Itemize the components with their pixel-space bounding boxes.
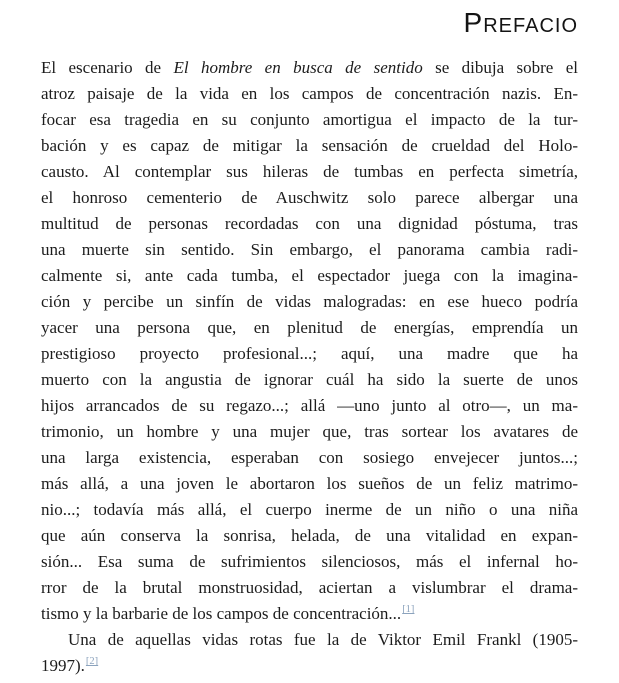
text-line: causto. Al contemplar sus hileras de tumbas en perfecta simetría,	[41, 162, 578, 181]
text-line: sión... Esa suma de sufrimientos silenciosos, más el infernal ho-	[41, 552, 578, 571]
text-line: calmente si, ante cada tumba, el espectador juega con la imagina-	[41, 266, 578, 285]
page-content	[41, 8, 578, 679]
text-line: ción y percibe un sinfín de vidas malogradas: en ese hueco podría	[41, 292, 578, 311]
footnote-superscript	[402, 604, 414, 615]
text-segment: 1997).	[41, 656, 85, 675]
text-line: Una de aquellas vidas rotas fue la de Viktor Emil Frankl (1905-	[68, 630, 578, 649]
text-segment: se dibuja sobre el	[422, 58, 578, 77]
text-line: rror de la brutal monstruosidad, aciertan a vislumbrar el drama-	[41, 578, 578, 597]
page-title: Prefacio	[463, 7, 578, 38]
footnote-ref-1[interactable]: [1]	[402, 604, 415, 616]
text-line: una muerte sin sentido. Sin embargo, el panorama cambia radi-	[41, 240, 578, 259]
text-line: atroz paisaje de la vida en los campos de concentración nazis. En-	[41, 84, 578, 103]
text-line: que aún conserva la sonrisa, helada, de una vitalidad en expan-	[41, 526, 578, 545]
text-line: hijos arrancados de su regazo...; allá —uno junto al otro—, un ma-	[41, 396, 578, 415]
text-line: prestigioso proyecto profesional...; aquí, una madre que ha	[41, 344, 578, 363]
text-line	[41, 601, 578, 627]
text-line: trimonio, un hombre y una mujer que, tras sortear los avatares de	[41, 422, 578, 441]
book-title-italic: El hombre en busca de sentido	[173, 58, 423, 77]
footnote-ref-2[interactable]: [2]	[85, 656, 99, 668]
text-line: el honroso cementerio de Auschwitz solo parece albergar una	[41, 188, 578, 207]
text-line: nio...; todavía más allá, el cuerpo inerme de un niño o una niña	[41, 500, 578, 519]
text-line: una larga existencia, esperaban con sosiego envejecer juntos...;	[41, 448, 578, 467]
text-line	[41, 55, 578, 81]
text-line: bación y es capaz de mitigar la sensación de crueldad del Holo-	[41, 136, 578, 155]
body-text	[41, 55, 578, 679]
text-line	[41, 653, 578, 679]
text-line: multitud de personas recordadas con una dignidad póstuma, tras	[41, 214, 578, 233]
text-line: focar esa tragedia en su conjunto amortigua el impacto de la tur-	[41, 110, 578, 129]
text-line: muerto con la angustia de ignorar cuál ha sido la suerte de unos	[41, 370, 578, 389]
footnote-superscript	[86, 656, 98, 667]
text-line: yacer una persona que, en plenitud de energías, emprendía un	[41, 318, 578, 337]
text-segment: El escenario de	[41, 58, 174, 77]
text-segment: tismo y la barbarie de los campos de concentración...	[41, 604, 402, 623]
text-line: más allá, a una joven le abortaron los sueños de un feliz matrimo-	[41, 474, 578, 493]
